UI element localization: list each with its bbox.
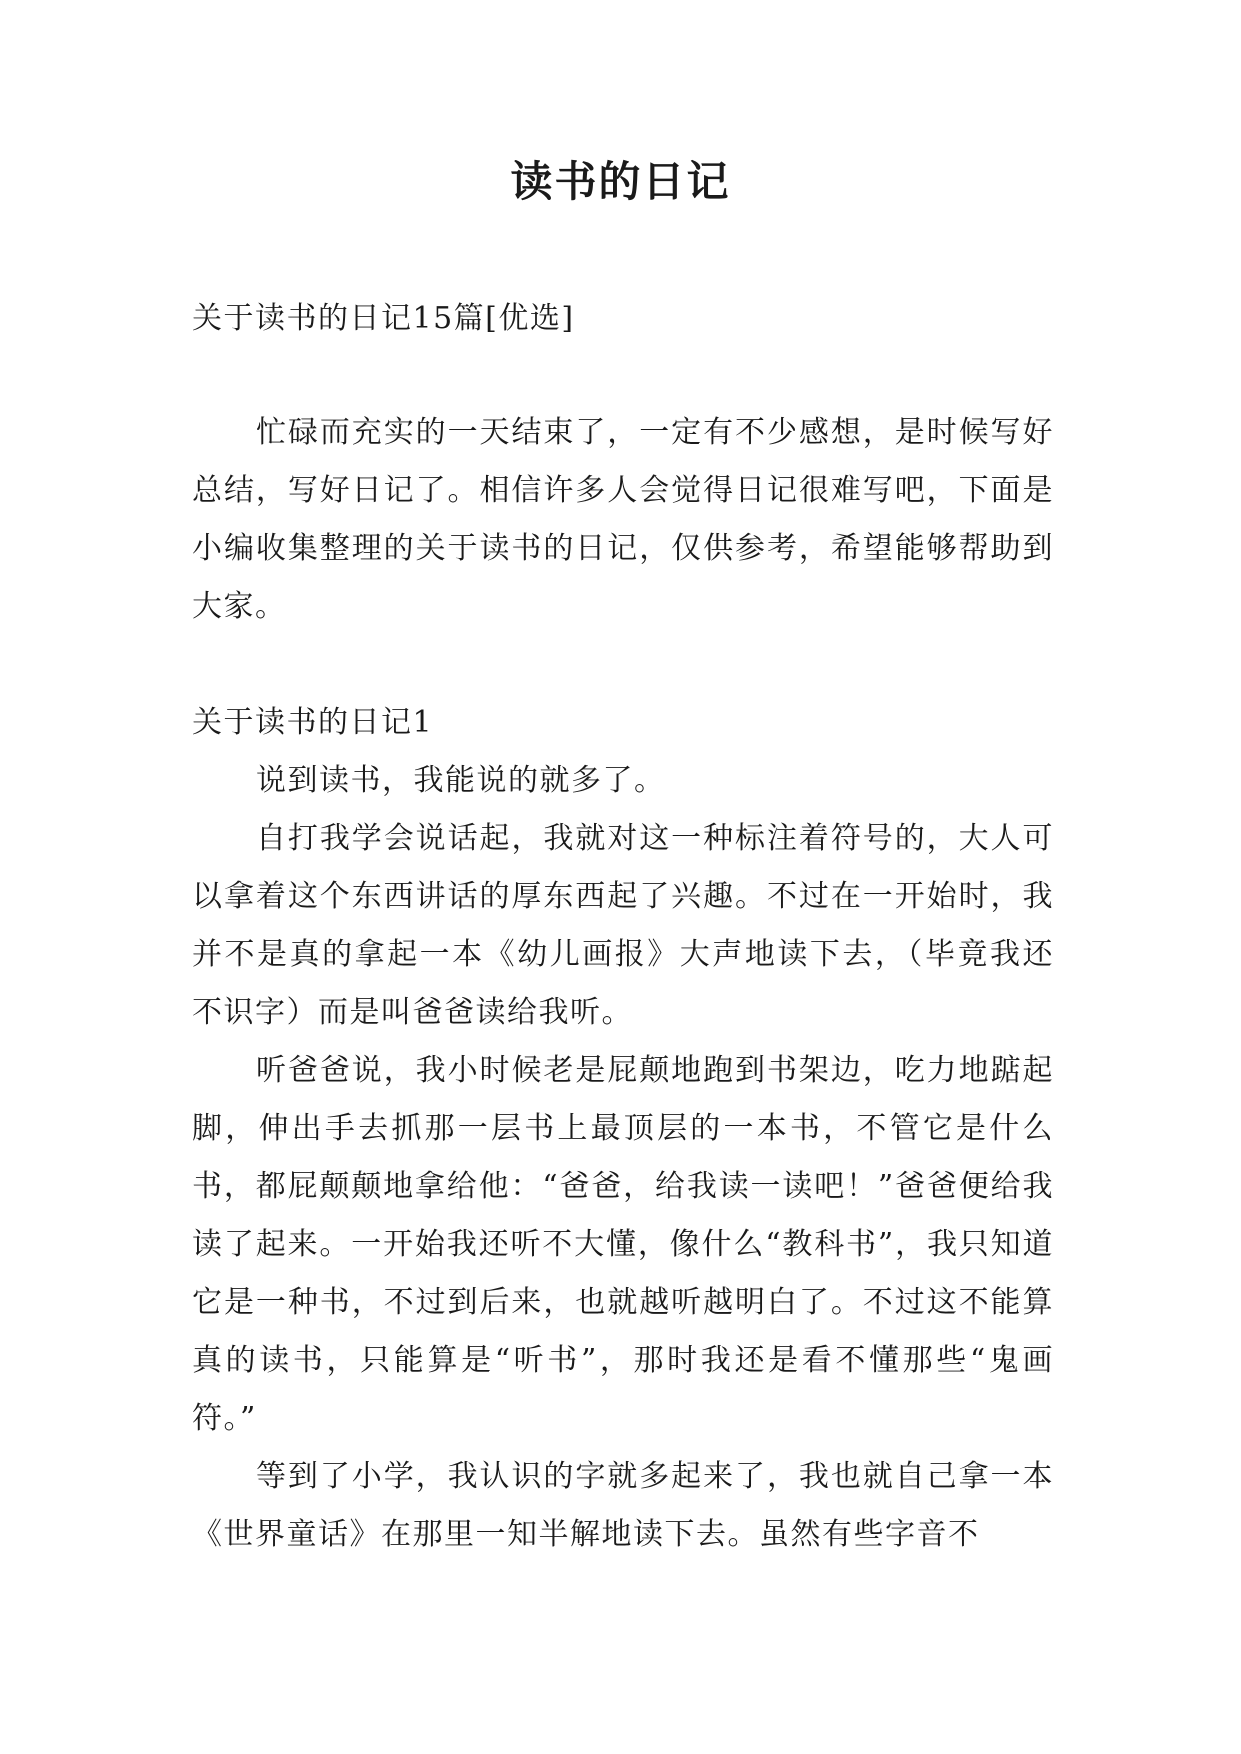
document-body xyxy=(192,290,1054,1564)
body-paragraph: 等到了小学，我认识的字就多起来了，我也就自己拿一本《世界童话》在那里一知半解地读下去。虽然有些字音不 xyxy=(192,1459,1054,1552)
body-paragraph: 听爸爸说，我小时候老是屁颠地跑到书架边，吃力地踮起脚，伸出手去抓那一层书上最顶层的一本书，不管它是什么书，都屁颠颠地拿给他：“爸爸，给我读一读吧！”爸爸便给我读了起来。一开始我还听不大懂，像什么“教科书”，我只知道它是一种书，不过到后来，也就越听越明白了。不过这不能算真的读书，只能算是“听书”，那时我还是看不懂那些“鬼画符。” xyxy=(192,1053,1054,1436)
section-heading: 关于读书的日记1 xyxy=(192,705,434,740)
document-title: 读书的日记 xyxy=(510,157,731,206)
document-subtitle: 关于读书的日记15篇[优选] xyxy=(192,301,575,336)
body-paragraph: 自打我学会说话起，我就对这一种标注着符号的，大人可以拿着这个东西讲话的厚东西起了兴趣。不过在一开始时，我并不是真的拿起一本《幼儿画报》大声地读下去，（毕竟我还不识字）而是叫爸爸读给我听。 xyxy=(192,821,1054,1030)
intro-paragraph: 忙碌而充实的一天结束了，一定有不少感想，是时候写好总结，写好日记了。相信许多人会觉得日记很难写吧，下面是小编收集整理的关于读书的日记，仅供参考，希望能够帮助到大家。 xyxy=(192,415,1054,624)
spacer xyxy=(192,348,1054,404)
spacer xyxy=(192,636,1054,694)
body-paragraph: 说到读书，我能说的就多了。 xyxy=(256,763,666,798)
